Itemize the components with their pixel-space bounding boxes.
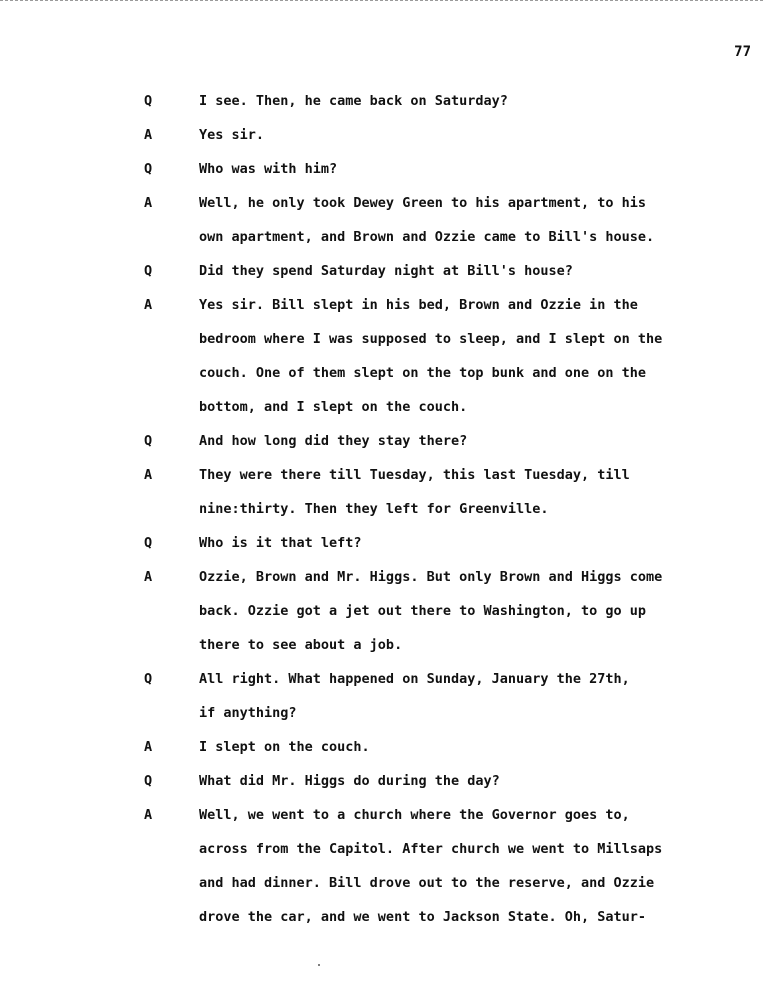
transcript-entry bbox=[0, 798, 763, 934]
speaker-label: Q bbox=[144, 671, 153, 687]
transcript-entry bbox=[0, 288, 763, 424]
transcript-entry bbox=[0, 186, 763, 254]
transcript-entry bbox=[0, 730, 763, 764]
testimony-text: Well, he only took Dewey Green to his apartment, to his own apartment, and Brown and Ozzie came to Bill's house. bbox=[199, 195, 655, 245]
speaker-label: Q bbox=[144, 535, 153, 551]
speaker-label: A bbox=[144, 127, 153, 143]
testimony-text: I slept on the couch. bbox=[199, 739, 370, 755]
testimony-text: And how long did they stay there? bbox=[199, 433, 468, 449]
speaker-label: A bbox=[144, 297, 153, 313]
transcript-entry bbox=[0, 118, 763, 152]
testimony-text: I see. Then, he came back on Saturday? bbox=[199, 93, 508, 109]
speaker-label: Q bbox=[144, 93, 153, 109]
testimony-text: They were there till Tuesday, this last Tuesday, till nine:thirty. Then they left for Greenville. bbox=[199, 467, 630, 517]
speaker-label: A bbox=[144, 195, 153, 211]
transcript-entry bbox=[0, 560, 763, 662]
page-number: 77 bbox=[734, 44, 751, 60]
speaker-label: A bbox=[144, 467, 153, 483]
testimony-text: Did they spend Saturday night at Bill's house? bbox=[199, 263, 573, 279]
transcript-entry bbox=[0, 424, 763, 458]
transcript-entry bbox=[0, 152, 763, 186]
transcript-entry bbox=[0, 458, 763, 526]
speaker-label: Q bbox=[144, 433, 153, 449]
page-top-edge bbox=[0, 0, 763, 1]
speaker-label: Q bbox=[144, 161, 153, 177]
speaker-label: Q bbox=[144, 773, 153, 789]
speaker-label: A bbox=[144, 739, 153, 755]
transcript-entry bbox=[0, 526, 763, 560]
testimony-text: Ozzie, Brown and Mr. Higgs. But only Brown and Higgs come back. Ozzie got a jet out there to Washington, to go up there to see about a job. bbox=[199, 569, 663, 653]
speaker-label: A bbox=[144, 807, 153, 823]
transcript-entry bbox=[0, 662, 763, 730]
transcript-entry bbox=[0, 254, 763, 288]
speaker-label: Q bbox=[144, 263, 153, 279]
transcript-body bbox=[0, 84, 763, 934]
testimony-text: All right. What happened on Sunday, January the 27th, if anything? bbox=[199, 671, 630, 721]
testimony-text: Who was with him? bbox=[199, 161, 338, 177]
transcript-entry bbox=[0, 84, 763, 118]
testimony-text: What did Mr. Higgs do during the day? bbox=[199, 773, 500, 789]
scan-speck bbox=[318, 964, 320, 966]
testimony-text: Who is it that left? bbox=[199, 535, 362, 551]
testimony-text: Well, we went to a church where the Governor goes to, across from the Capitol. After church we went to Millsaps and had dinner. Bill drove out to the reserve, and Ozzie drove the car, and we went to Jackson State. Oh, Satur- bbox=[199, 807, 663, 925]
testimony-text: Yes sir. bbox=[199, 127, 265, 143]
speaker-label: A bbox=[144, 569, 153, 585]
testimony-text: Yes sir. Bill slept in his bed, Brown and Ozzie in the bedroom where I was supposed to sleep, and I slept on the couch. One of them slept on the top bunk and one on the bottom, and I slept on the couch. bbox=[199, 297, 663, 415]
transcript-entry bbox=[0, 764, 763, 798]
